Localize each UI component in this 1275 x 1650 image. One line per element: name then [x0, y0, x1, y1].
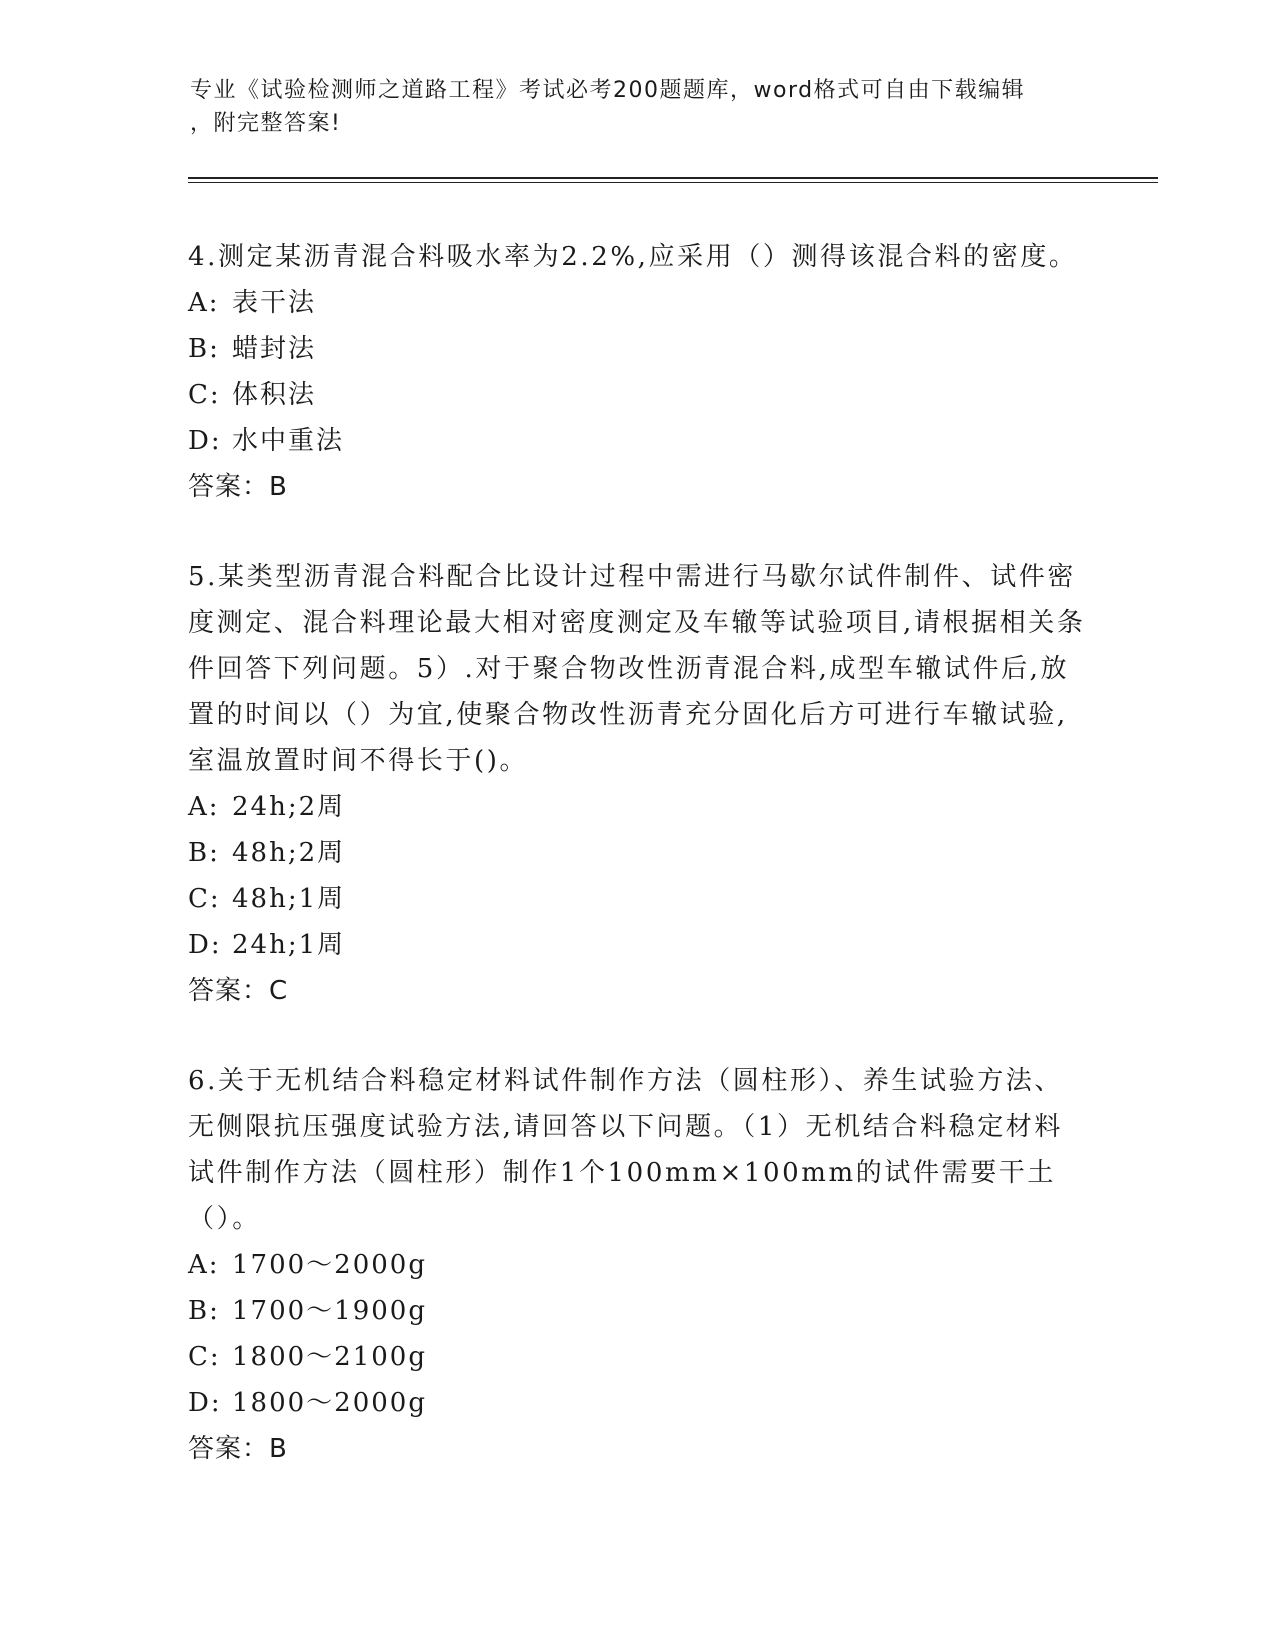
answer-line: 答案：B: [188, 472, 288, 502]
option-key: D:: [188, 930, 222, 960]
option-text: 表干法: [232, 288, 317, 318]
option-b: [188, 1288, 1088, 1334]
option-c: [188, 876, 1088, 922]
option-c: [188, 1334, 1088, 1380]
option-b: [188, 326, 1088, 372]
option-key: A:: [188, 792, 220, 822]
option-text: 蜡封法: [232, 334, 317, 364]
option-text: 1800～2000g: [232, 1388, 427, 1418]
option-d: [188, 922, 1088, 968]
option-key: B:: [188, 334, 220, 364]
document-header: [190, 74, 1070, 140]
option-text: 48h;1周: [232, 884, 346, 914]
option-a: [188, 784, 1088, 830]
header-title-line-1: 专业《试验检测师之道路工程》考试必考200题题库，word格式可自由下载编辑: [190, 78, 1026, 103]
question-stem: 4.测定某沥青混合料吸水率为2.2%,应采用（）测得该混合料的密度。: [188, 242, 1078, 272]
header-divider-thin: [188, 182, 1158, 183]
option-text: 水中重法: [232, 426, 345, 456]
option-key: D:: [188, 1388, 222, 1418]
option-a: [188, 1242, 1088, 1288]
question-stem: 6.关于无机结合料稳定材料试件制作方法（圆柱形）、养生试验方法、无侧限抗压强度试验方法,请回答以下问题。（1）无机结合料稳定材料试件制作方法（圆柱形）制作1个100mm×100mm的试件需要干土（）。: [188, 1066, 1064, 1234]
option-key: D:: [188, 426, 222, 456]
option-text: 24h;1周: [232, 930, 346, 960]
header-title-line-2: ，附完整答案!: [190, 111, 342, 136]
question-stem: 5.某类型沥青混合料配合比设计过程中需进行马歇尔试件制件、试件密度测定、混合料理论最大相对密度测定及车辙等试验项目,请根据相关条件回答下列问题。5）.对于聚合物改性沥青混合料,成型车辙试件后,放置的时间以（）为宜,使聚合物改性沥青充分固化后方可进行车辙试验,室温放置时间不得长于()。: [188, 562, 1086, 776]
question-5: [188, 554, 1088, 1014]
option-c: [188, 372, 1088, 418]
option-text: 48h;2周: [232, 838, 346, 868]
option-key: B:: [188, 838, 220, 868]
option-key: B:: [188, 1296, 220, 1326]
option-text: 1800～2100g: [232, 1342, 427, 1372]
option-d: [188, 418, 1088, 464]
option-a: [188, 280, 1088, 326]
question-6: [188, 1058, 1088, 1472]
option-text: 24h;2周: [232, 792, 346, 822]
option-text: 1700～2000g: [232, 1250, 427, 1280]
option-text: 1700～1900g: [232, 1296, 427, 1326]
question-4: [188, 234, 1088, 510]
option-text: 体积法: [232, 380, 317, 410]
header-divider-thick: [188, 177, 1158, 179]
option-b: [188, 830, 1088, 876]
option-key: A:: [188, 1250, 220, 1280]
answer-line: 答案：C: [188, 976, 289, 1006]
option-key: A:: [188, 288, 220, 318]
option-d: [188, 1380, 1088, 1426]
option-key: C:: [188, 380, 221, 410]
answer-line: 答案：B: [188, 1434, 288, 1464]
option-key: C:: [188, 884, 221, 914]
option-key: C:: [188, 1342, 221, 1372]
